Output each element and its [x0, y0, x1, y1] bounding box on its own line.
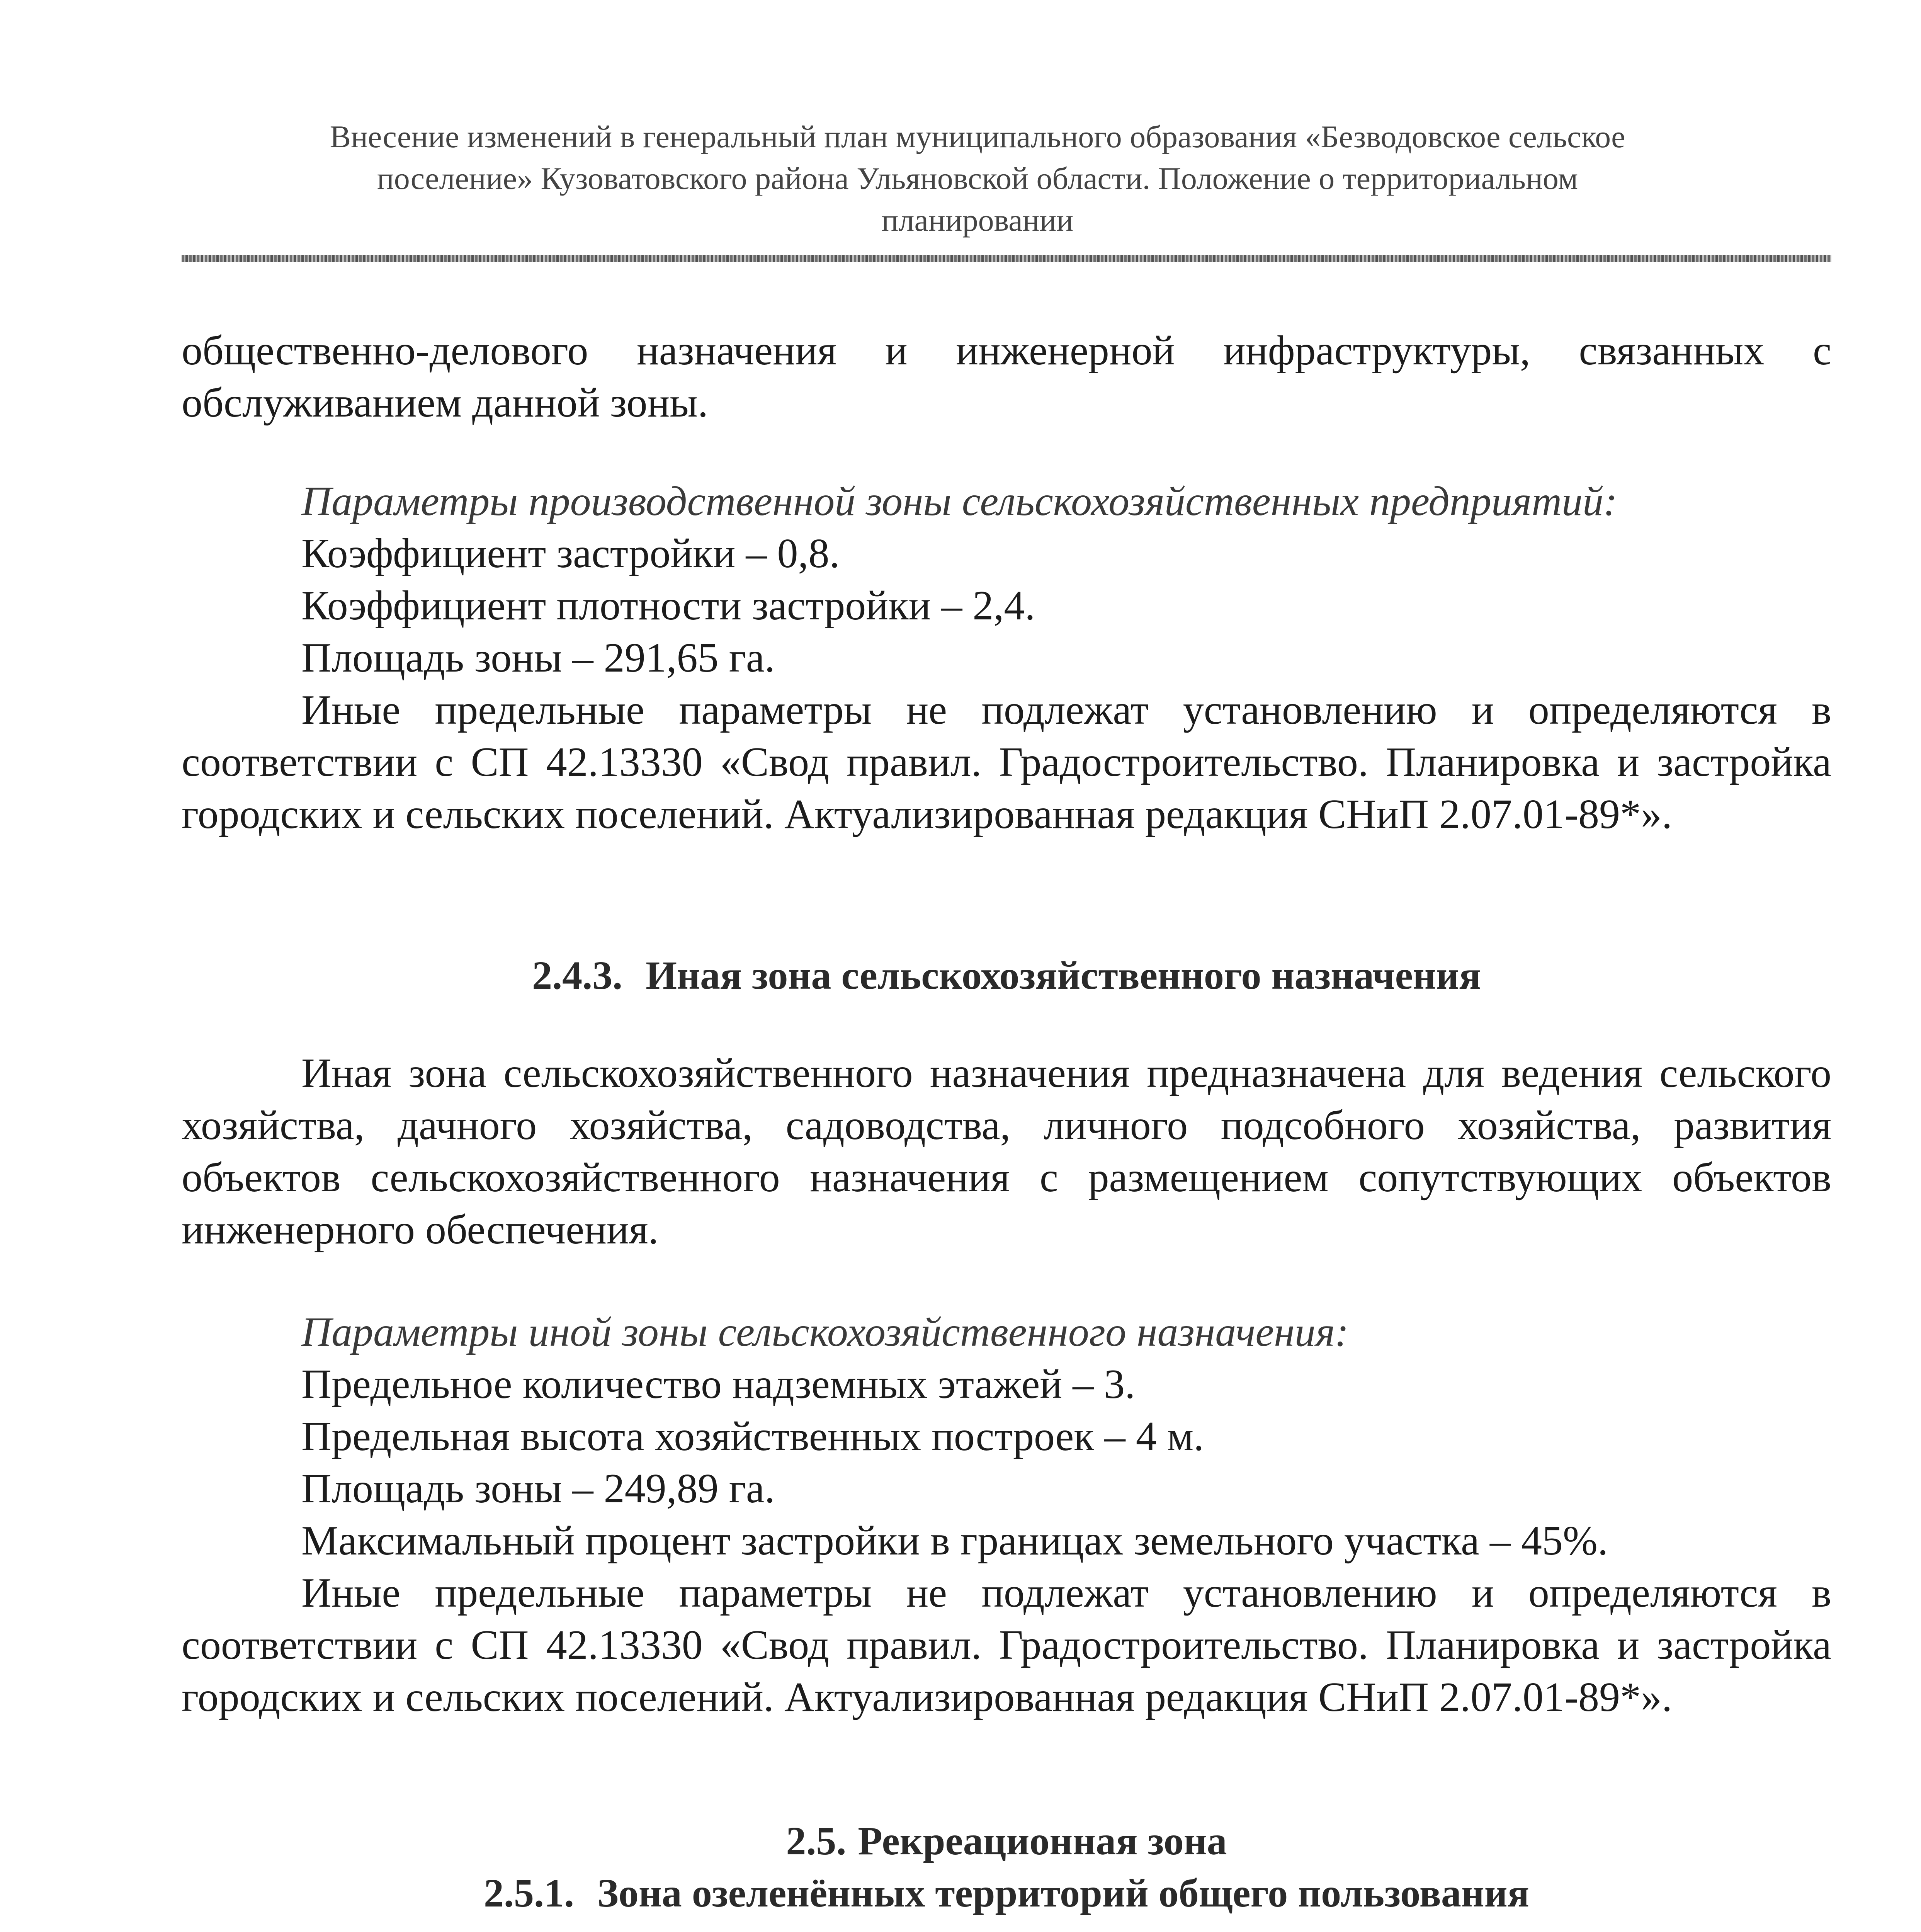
- production-other-params: Иные предельные параметры не подлежат установлению и определяются в соответствии с СП 42.13330 «Свод правил. Градостроительство. Планировка и застройка городских и сельских поселений. Актуализированная редакция СНиП 2.07.01-89*».: [182, 687, 1831, 837]
- other-agri-area: Площадь зоны – 249,89 га.: [301, 1466, 775, 1512]
- header-divider: [182, 255, 1831, 262]
- production-area: Площадь зоны – 291,65 га.: [301, 635, 775, 681]
- section-heading-2-5: [182, 1816, 1831, 1866]
- section-number-2-5: 2.5.: [786, 1819, 847, 1863]
- other-agri-height: Предельная высота хозяйственных построек – 4 м.: [301, 1413, 1204, 1459]
- section-2-4-3-params: [182, 1306, 1831, 1723]
- running-header-line-1: Внесение изменений в генеральный план муниципального образования «Безводовское сельское: [330, 119, 1625, 154]
- running-header-line-3: планировании: [881, 202, 1074, 238]
- production-zone-params: [182, 475, 1831, 840]
- section-heading-2-4-3: [182, 951, 1831, 1001]
- section-title-2-5-1: Зона озеленённых территорий общего пользования: [597, 1871, 1529, 1915]
- running-header: [185, 116, 1770, 241]
- section-title-2-5: Рекреационная зона: [858, 1819, 1227, 1863]
- other-agri-other-params: Иные предельные параметры не подлежат установлению и определяются в соответствии с СП 42.13330 «Свод правил. Градостроительство. Планировка и застройка городских и сельских поселений. Актуализированная редакция СНиП 2.07.01-89*».: [182, 1570, 1831, 1720]
- intro-block: [182, 325, 1831, 429]
- section-2-4-3-body: [182, 1047, 1831, 1256]
- other-agri-floors: Предельное количество надземных этажей – 3.: [301, 1361, 1136, 1407]
- intro-paragraph: общественно-делового назначения и инженерной инфраструктуры, связанных с обслуживанием данной зоны.: [182, 328, 1831, 426]
- production-coef-building: Коэффициент застройки – 0,8.: [301, 531, 840, 577]
- section-number-2-4-3: 2.4.3.: [532, 953, 623, 998]
- production-params-title: Параметры производственной зоны сельскохозяйственных предприятий:: [301, 478, 1618, 524]
- running-header-line-2: поселение» Кузоватовского района Ульяновской области. Положение о территориальном: [377, 161, 1578, 196]
- section-2-4-3-description: Иная зона сельскохозяйственного назначения предназначена для ведения сельского хозяйства, дачного хозяйства, садоводства, личного подсобного хозяйства, развития объектов сельскохозяйственного назначения с размещением сопутствующих объектов инженерного обеспечения.: [182, 1050, 1831, 1253]
- section-number-2-5-1: 2.5.1.: [483, 1871, 574, 1915]
- other-agri-max-percent: Максимальный процент застройки в границах земельного участка – 45%.: [301, 1518, 1608, 1564]
- production-coef-density: Коэффициент плотности застройки – 2,4.: [301, 583, 1035, 629]
- section-title-2-4-3: Иная зона сельскохозяйственного назначения: [646, 953, 1481, 998]
- section-heading-2-5-1: [182, 1868, 1831, 1918]
- other-agri-params-title: Параметры иной зоны сельскохозяйственного назначения:: [301, 1309, 1349, 1355]
